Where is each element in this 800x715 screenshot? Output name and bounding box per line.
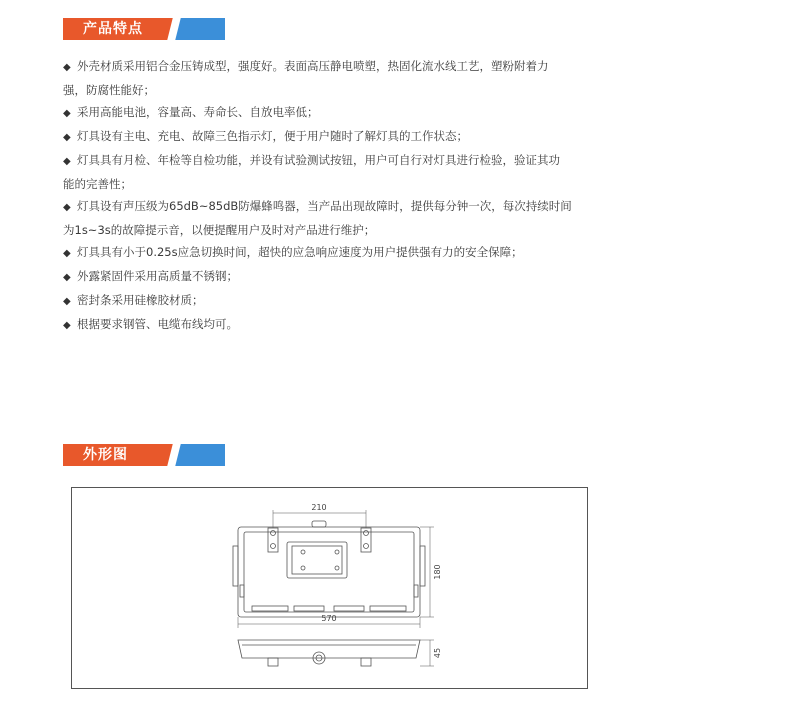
bracket-hole xyxy=(271,544,276,549)
side-foot-left xyxy=(268,658,278,666)
dim-label-45: 45 xyxy=(433,647,442,659)
bracket-hole xyxy=(364,531,369,536)
side-view-body xyxy=(238,640,420,658)
bullet-icon: ◆ xyxy=(63,296,71,307)
section-title-outline: 外形图 xyxy=(83,447,128,463)
bullet-icon: ◆ xyxy=(63,108,71,119)
bracket-hole xyxy=(271,531,276,536)
features-list xyxy=(63,55,583,337)
bracket-hole xyxy=(364,544,369,549)
section-tab-features xyxy=(63,18,225,40)
center-plate-inner xyxy=(292,546,342,574)
feature-line-5: 能的完善性； xyxy=(63,177,132,191)
section-tab-outline xyxy=(63,444,225,466)
bullet-icon: ◆ xyxy=(63,320,71,331)
dim-label-180: 180 xyxy=(433,564,442,580)
feature-line-10: ◆ 密封条采用硅橡胶材质； xyxy=(63,289,583,313)
feature-line-3: ◆ 灯具设有主电、充电、故障三色指示灯，便于用户随时了解灯具的工作状态； xyxy=(63,125,583,149)
plate-screw xyxy=(301,550,305,554)
feature-line-6: ◆ 灯具设有声压级为65dB~85dB防爆蜂鸣器，当产品出现故障时，提供每分钟一次，每次持续时间 xyxy=(63,195,583,219)
bullet-icon: ◆ xyxy=(63,248,71,259)
bottom-slot-3 xyxy=(334,606,364,611)
outline-drawing-frame xyxy=(71,487,588,689)
dim-label-570: 570 xyxy=(321,614,337,623)
bottom-slot-2 xyxy=(294,606,324,611)
tab-blue-block xyxy=(174,18,225,40)
bullet-icon: ◆ xyxy=(63,272,71,283)
feature-line-2: ◆ 采用高能电池，容量高、寿命长、自放电率低； xyxy=(63,101,583,125)
center-plate xyxy=(287,542,347,578)
right-ear xyxy=(420,546,425,586)
feature-line-1: 强，防腐性能好； xyxy=(63,83,155,97)
feature-line-7: 为1s~3s的故障提示音，以便提醒用户及时对产品进行维护； xyxy=(63,223,376,237)
right-tab xyxy=(414,585,418,597)
bullet-icon: ◆ xyxy=(63,202,71,213)
section-title-features: 产品特点 xyxy=(83,21,143,37)
dim-label-210: 210 xyxy=(311,503,327,512)
feature-line-4: ◆ 灯具具有月检、年检等自检功能，并设有试验测试按钮，用户可自行对灯具进行检验，验证其功 xyxy=(63,149,583,173)
side-foot-right xyxy=(361,658,371,666)
bullet-icon: ◆ xyxy=(63,62,71,73)
housing-inner xyxy=(244,532,414,612)
left-ear xyxy=(233,546,238,586)
feature-line-8: ◆ 灯具具有小于0.25s应急切换时间，超快的应急响应速度为用户提供强有力的安全保障； xyxy=(63,241,583,265)
bullet-icon: ◆ xyxy=(63,156,71,167)
left-tab xyxy=(240,585,244,597)
top-latch xyxy=(312,521,326,527)
outline-drawing xyxy=(72,488,589,690)
plate-screw xyxy=(335,550,339,554)
housing-outer xyxy=(238,527,420,617)
bottom-slot-1 xyxy=(252,606,288,611)
bottom-slot-4 xyxy=(370,606,406,611)
bullet-icon: ◆ xyxy=(63,132,71,143)
tab-blue-block xyxy=(174,444,225,466)
feature-line-11: ◆ 根据要求钢管、电缆布线均可。 xyxy=(63,313,583,337)
plate-screw xyxy=(301,566,305,570)
feature-line-0: ◆ 外壳材质采用铝合金压铸成型，强度好。表面高压静电喷塑，热固化流水线工艺，塑粉附着力 xyxy=(63,55,583,79)
plate-screw xyxy=(335,566,339,570)
feature-line-9: ◆ 外露紧固件采用高质量不锈钢； xyxy=(63,265,583,289)
